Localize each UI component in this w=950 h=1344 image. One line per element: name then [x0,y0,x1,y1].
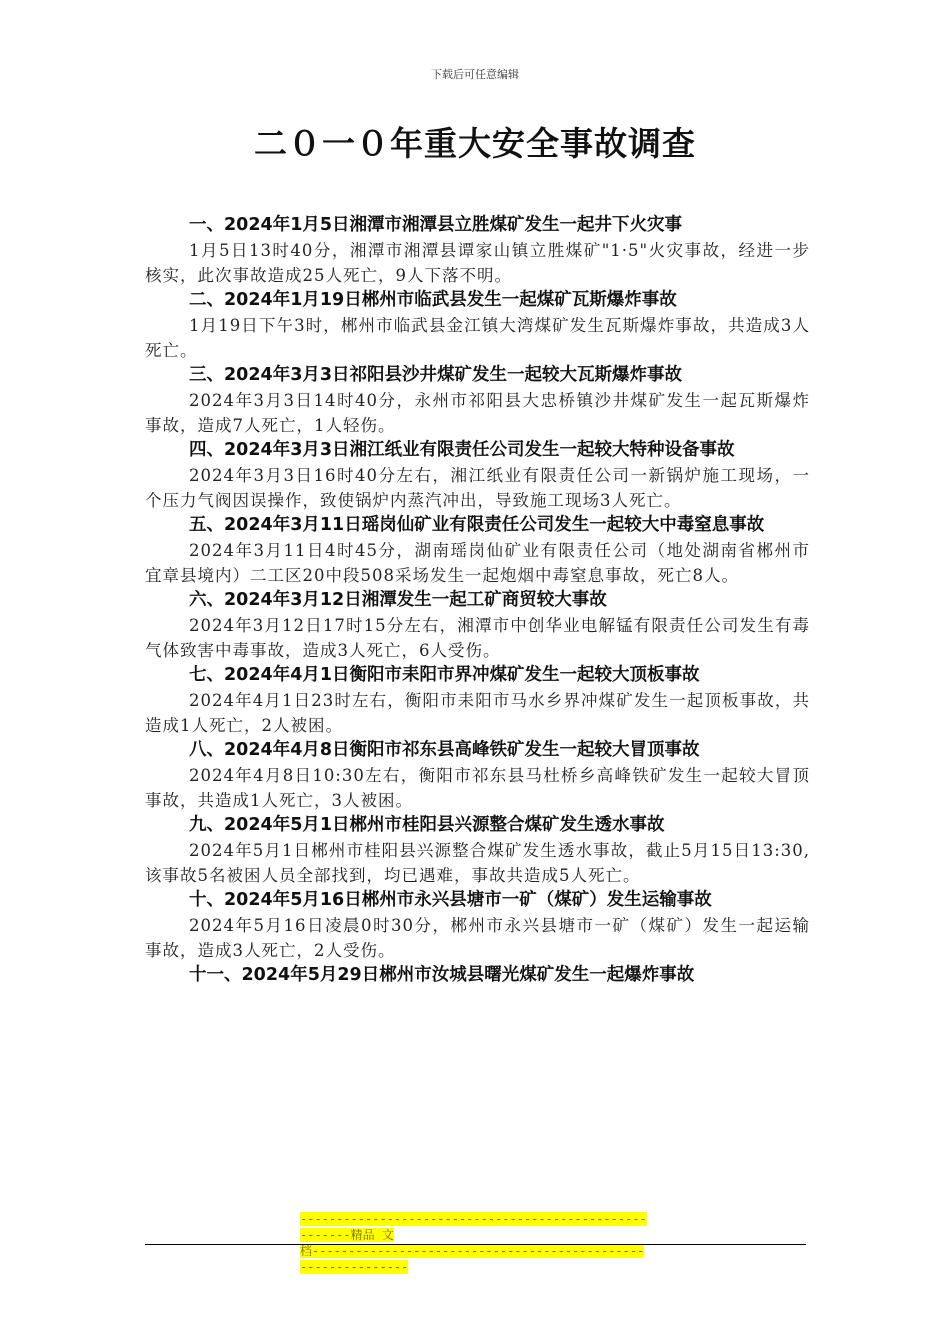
document-title: 二０一０年重大安全事故调查 [254,124,696,163]
section-heading: 七、2024年4月1日衡阳市耒阳市界冲煤矿发生一起较大顶板事故 [189,665,700,685]
document-body [145,213,810,988]
section-heading: 四、2024年3月3日湘江纸业有限责任公司发生一起较大特种设备事故 [189,440,735,460]
section-body: 2024年3月3日14时40分，永州市祁阳县大忠桥镇沙井煤矿发生一起瓦斯爆炸事故，造成7人死亡，1人轻伤。 [145,391,810,435]
footer-watermark [300,1211,650,1275]
section-body: 2024年3月11日4时45分，湖南瑶岗仙矿业有限责任公司（地处湖南省郴州市宜章县境内）二工区20中段508采场发生一起炮烟中毒窒息事故，死亡8人。 [145,541,810,585]
section-heading: 五、2024年3月11日瑶岗仙矿业有限责任公司发生一起较大中毒窒息事故 [189,515,765,535]
section-heading: 六、2024年3月12日湘潭发生一起工矿商贸较大事故 [189,590,607,610]
section-heading: 八、2024年4月8日衡阳市祁东县高峰铁矿发生一起较大冒顶事故 [189,740,700,760]
section-body: 2024年3月3日16时40分左右，湘江纸业有限责任公司一新锅炉施工现场，一个压力气阀因误操作，致使锅炉内蒸汽冲出，导致施工现场3人死亡。 [145,466,810,510]
footer-line-1: -------------------------------------------------------精品 文 [300,1212,647,1242]
section-body: 2024年3月12日17时15分左右，湘潭市中创华业电解锰有限责任公司发生有毒气体致害中毒事故，造成3人死亡，6人受伤。 [145,616,810,660]
section-heading: 三、2024年3月3日祁阳县沙井煤矿发生一起较大瓦斯爆炸事故 [189,365,683,385]
section-body: 2024年5月1日郴州市桂阳县兴源整合煤矿发生透水事故，截止5月15日13:30,该事故5名被困人员全部找到，均已遇难，事故共造成5人死亡。 [145,841,810,885]
header-note: 下载后可任意编辑 [431,68,519,81]
section-heading: 十、2024年5月16日郴州市永兴县塘市一矿（煤矿）发生运输事故 [189,890,712,910]
section-body: 2024年4月1日23时左右，衡阳市耒阳市马水乡界冲煤矿发生一起顶板事故，共造成1人死亡，2人被困。 [145,691,810,735]
section-body: 2024年5月16日凌晨0时30分，郴州市永兴县塘市一矿（煤矿）发生一起运输事故，造成3人死亡，2人受伤。 [145,916,810,960]
section-body: 1月19日下午3时，郴州市临武县金江镇大湾煤矿发生瓦斯爆炸事故，共造成3人死亡。 [145,316,810,360]
footer-divider [145,1244,806,1245]
section-body: 1月5日13时40分，湘潭市湘潭县谭家山镇立胜煤矿"1·5"火灾事故，经进一步核实，此次事故造成25人死亡，9人下落不明。 [145,241,810,285]
section-heading: 二、2024年1月19日郴州市临武县发生一起煤矿瓦斯爆炸事故 [189,290,677,310]
section-heading: 一、2024年1月5日湘潭市湘潭县立胜煤矿发生一起井下火灾事 [189,215,683,235]
section-heading: 九、2024年5月1日郴州市桂阳县兴源整合煤矿发生透水事故 [189,815,665,835]
footer-line-2: 档------------------------------------------------------------- [300,1244,645,1274]
section-heading: 十一、2024年5月29日郴州市汝城县曙光煤矿发生一起爆炸事故 [189,965,695,985]
section-body: 2024年4月8日10:30左右，衡阳市祁东县马杜桥乡高峰铁矿发生一起较大冒顶事故，共造成1人死亡，3人被困。 [145,766,810,810]
